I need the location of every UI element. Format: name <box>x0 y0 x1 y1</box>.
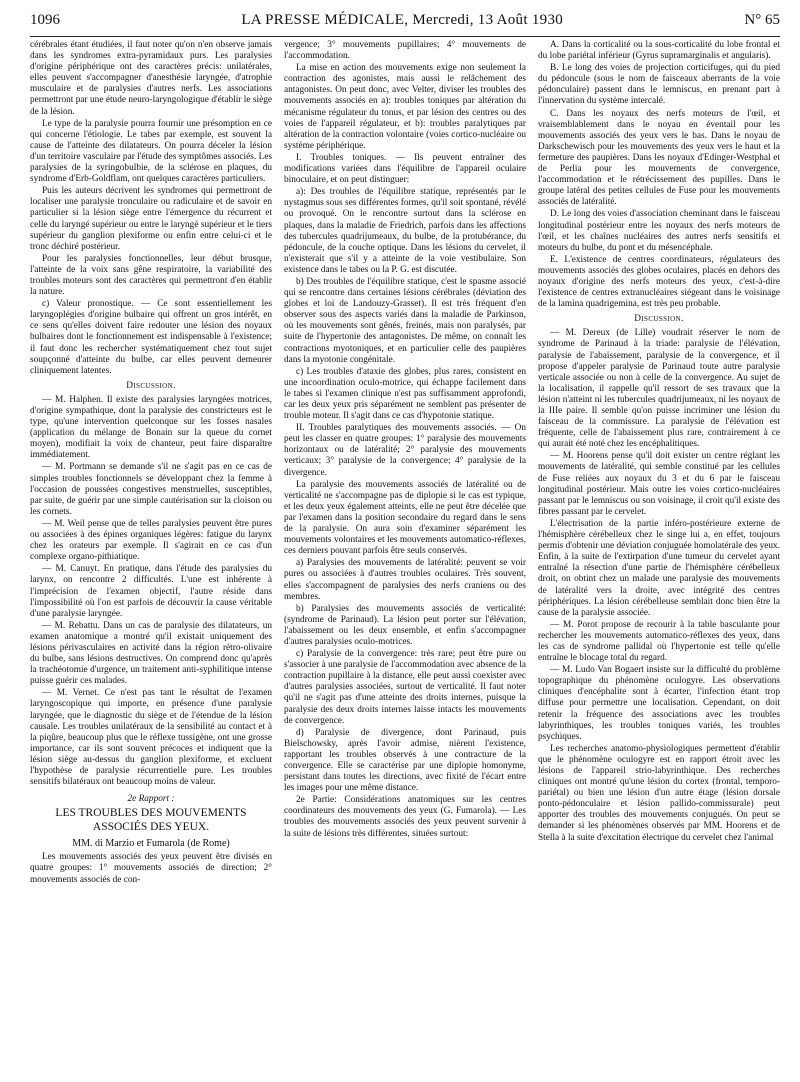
column-3 <box>538 40 780 1074</box>
report-label: 2e Rapport : <box>127 794 175 805</box>
discussion-heading: Discussion. <box>634 314 684 325</box>
paragraph: I. Troubles toniques. — Ils peuvent entraîner des modifications variées dans l'équilibre de l'appareil oculaire binoculaire, et on peut distinguer: <box>284 152 526 186</box>
paragraph: D. Le long des voies d'association cheminant dans le faisceau longitudinal postérieur entre les noyaux des nerfs moteurs de l'œil, et les chaînes nucléaires des autres nerfs sensitifs et moteurs du bulbe, du pont et du mésencéphale. <box>538 209 780 253</box>
paragraph: — M. Portmann se demande s'il ne s'agit pas en ce cas de simples troubles fonctionnels se développant chez la femme à l'occasion de poussées congestives menstruelles, susceptibles, par suite, de guérir par une simple cautérisation sur la cloison ou les cornets. <box>30 462 272 517</box>
paragraph: — M. Weil pense que de telles paralysies peuvent être pures ou associées à des épines organiques légères: fatigue du larynx chez les orateurs par exemple. Il s'agirait en ce cas d'un complexe organo-pithiatique. <box>30 518 272 563</box>
paragraph: a) Paralysies des mouvements de latéralité: peuvent se voir pures ou associées à d'autres troubles oculaires. Très souvent, elles s'accompagnent de paralysies des nerfs craniens ou des membres. <box>284 558 526 602</box>
paragraph: cérébrales étant étudiées, il faut noter qu'on n'en observe jamais dans les syndromes extra-pyramidaux purs. Les paralysies d'origine périphérique ont des caractères précis: unilatérales, elles peuvent s'accompagner d'anesthésie laryngée, d'atrophie musculaire et de paralysies d'autres nerfs. Les associations permettront par une étude neuro-laryngologique d'établir le siège de la lésion. <box>30 40 272 117</box>
paragraph: Pour les paralysies fonctionnelles, leur début brusque, l'atteinte de la voix sans gêne respiratoire, la variabilité des troubles moteurs sont des caractères qui permettront d'en établir la nature. <box>30 253 272 298</box>
paragraph: La paralysie des mouvements associés de latéralité ou de verticalité ne s'accompagne pas de diplopie si le cas est typique, et les deux yeux également atteints, elle ne peut être décelée que par l'examen dans la position secondaire du regard dans le sens de la paralysie. On aura soin d'examiner séparément les mouvements volontaires et les mouvements automatico-réflexes, ces derniers pouvant parfois être seuls conservés. <box>284 479 526 557</box>
section-title: LES TROUBLES DES MOUVEMENTS ASSOCIÉS DES YEUX. <box>55 807 247 833</box>
paragraph: B. Le long des voies de projection corticifuges, qui du pied du pédoncule (sous le nom de faisceaux aberrants de la voie pédonculaire) passent dans le lemniscus, en prenant part à l'innervation du système intercalé. <box>538 63 780 107</box>
paragraph: L'électrisation de la partie inféro-postérieure externe de l'hémisphère cérébelleux chez le singe lui a, en effet, toujours permis d'obtenir une déviation conjuguée homolatérale des yeux. Enfin, à la suite de l'extirpation d'une tumeur du cervelet ayant entraîné la résection d'une partie de l'hémisphère cérébelleux droit, on obtint chez un malade une paralysie des mouvements de latéralité vers la droite, avec intégrité des centres périphériques. La lésion cérébelleuse semblait donc bien être la cause de la paralysie associée. <box>538 518 780 618</box>
header-rule <box>30 36 780 37</box>
paragraph: — M. Rebattu. Dans un cas de paralysie des dilatateurs, un examen anatomique a montré qu'il existait uniquement des lésions périvasculaires en activité dans la région rétro-olivaire du bulbe, sans lésions destructives. On comprend donc qu'après la trachéotomie d'urgence, un traitement anti-syphilitique intense puisse guérir ces malades. <box>30 620 272 687</box>
paragraph: C. Dans les noyaux des nerfs moteurs de l'œil, et vraisemblablement dans le noyau en éventail pour les mouvements associés des yeux vers le bas. Dans le noyau de Darkschewisch pour les mouvements des yeux vers le haut et la fermeture des paupières. Dans les noyaux d'Edinger-Westphal et de Perlia pour les mouvements de convergence, l'accommodation et le rétrécissement des pupilles. Dans le groupe latéral des petites cellules de Fuse pour les mouvements associés de latéralité. <box>538 108 780 208</box>
paragraph: La mise en action des mouvements exige non seulement la contraction des agonistes, mais aussi le relâchement des antagonistes. On peut donc, avec Velter, diviser les troubles des mouvements associés en a): troubles toniques par altération du mécanisme régulateur du tonus, et par lésion des centres ou des voies de l'appareil régulateur, et b): troubles paralytiques par altération de la contraction volontaire (voies cortico-nucléaire ou système périphérique. <box>284 63 526 151</box>
paragraph: c) Paralysie de la convergence: très rare; peut être pure ou s'associer à une paralysie de l'accommodation avec absence de la contraction pupillaire à la distance, elle peut aussi coexister avec d'autres paralysies associées, surtout de verticalité. Il faut noter qu'il ne s'agit pas d'une atteinte des droits internes, puisque la paralysie des deux droits internes laisse intacts les mouvements de convergence. <box>284 649 526 726</box>
paragraph: — M. Hoorens pense qu'il doit exister un centre réglant les mouvements de latéralité, qui semble constitué par les cellules de Fuse reliées aux noyaux du 3 et du 6 par le faisceau longitudinal postérieur. Mais outre les voies cortico-nucléaires passant par le lemniscus ou son voisinage, il croit qu'il existe des fibres passant par le cervelet. <box>538 451 780 517</box>
paragraph: — M. Halphen. Il existe des paralysies laryngées motrices, d'origine sympathique, dont la paralysie des constricteurs est le type, qu'une intervention quelconque sur les fosses nasales (application du mélange de Bonain sur la queue du cornet moyen), modifiait la voix de chanteur, peut faire disparaître immédiatement. <box>30 394 272 461</box>
paragraph: Les recherches anatomo-physiologiques permettent d'établir que le phénomène oculogyre est en rapport étroit avec les lésions de l'appareil strio-labyrinthique. Des recherches cliniques ont montré qu'une lésion du cortex (frontal, temporo-pariétal) ou bien une lésion d'un autre étage (lésion dorsale ponto-pédonculaire et lésion pallido-commissurale) peut apporter des troubles des mouvements conjugués. On peut se demander si les phénomènes observés par MM. Hoorens et de Stella à la suite d'excitation électrique du cervelet chez l'animal <box>538 743 780 843</box>
page-number: 1096 <box>30 11 60 28</box>
column-2 <box>284 40 526 1074</box>
section-authors: MM. di Marzio et Fumarola (de Rome) <box>72 838 230 850</box>
paragraph: 2e Partie: Considérations anatomiques sur les centres coordinateurs des mouvements des yeux (G. Fumarola). — Les troubles des mouvements associés des yeux peuvent survenir à la suite de lésions très différentes, situées surtout: <box>284 795 526 839</box>
paragraph: — M. Canuyt. En pratique, dans l'étude des paralysies du larynx, on rencontre 2 difficultés. L'une est inhérente à l'imprécision de l'examen objectif, l'autre réside dans l'impossibilité où l'on est parfois de découvrir la cause véritable d'une paralysie laryngée. <box>30 564 272 619</box>
paragraph: — M. Vernet. Ce n'est pas tant le résultat de l'examen laryngoscopique qui importe, en présence d'une paralysie laryngée, que le diagnostic du siège et de l'étendue de la lésion causale. Les troubles unilatéraux de la sensibilité au contact et à la piqûre, beaucoup plus que le réflexe tussigène, ont une grosse importance, car ils sont souvent précoces et indiquent que la lésion siège au-dessus du ganglion plexiforme, et excluent l'hypothèse de paralysie récurrentielle pure. Les troubles sensitifs bilatéraux ont beaucoup moins de valeur. <box>30 688 272 788</box>
paragraph: b) Des troubles de l'équilibre statique, c'est le spasme associé qui se rencontre dans certaines lésions cérébrales (déviation des globes et loi de Landouzy-Grasset). Il est très fréquent d'en observer sous des aspects variés dans la maladie de Parkinson, où les mouvements sont gênés, freinés, mais non paralysés, par suite de l'hypertonie des antagonistes. De même, on connaît les contractions myotoniques, et en particulier celle des paupières dans la myotonie congénitale. <box>284 276 526 365</box>
paragraph: II. Troubles paralytiques des mouvements associés. — On peut les classer en quatre groupes: 1° paralysie des mouvements horizontaux ou de latéralité; 2° paralysie des mouvements verticaux; 3° paralysie de la convergence; 4° paralysie de la divergence. <box>284 423 526 478</box>
paragraph: c) Valeur pronostique. — Ce sont essentiellement les laryngoplégies d'origine bulbaire qui offrent un gros intérêt, en ce sens qu'elles doivent faire redouter une lésion des noyaux bulbaires dont le fonctionnement est indispensable à l'existence; il faut donc les rechercher systématiquement chez tout sujet soupçonné d'atteinte du bulbe, car elles peuvent demeurer cliniquement latentes. <box>30 299 272 376</box>
issue-number: N° 65 <box>744 11 780 28</box>
paragraph: Le type de la paralysie pourra fournir une présomption en ce qui concerne l'étiologie. Le tabes par exemple, est souvent la cause de l'atteinte des dilatateurs. On pourra déceler la lésion d'un territoire vasculaire par l'étude des symptômes associés. Les paralysies de la syringobulbie, de la sclérose en plaques, du syndrome d'Erb-Goldflam, ont quelques caractères particuliers. <box>30 118 272 185</box>
paragraph: — M. Porot propose de recourir à la table basculante pour rechercher les mouvements automatico-réflexes des yeux, dans les cas de syndrome pallidal où l'hypertonie est telle qu'elle entraîne le blocage total du regard. <box>538 619 780 664</box>
page-header <box>30 6 780 34</box>
paragraph: d) Paralysie de divergence, dont Parinaud, puis Bielschowsky, après l'avoir admise, nièrent l'existence, rapportant les troubles observés à une contracture de la convergence. Elle se caractérise par une diplopie homonyme, persistant dans toutes les directions, avec fixité de l'écart entre les images pour une même distance. <box>284 727 526 794</box>
paragraph: c) Les troubles d'ataxie des globes, plus rares, consistent en une incoordination oculo-motrice, qui échappe facilement dans le tabes si l'examen clinique n'est pas suffisamment approfondi, car les deux yeux pris séparément ne semblent pas présenter de trouble moteur. Il s'agit dans ce cas d'hypotonie statique. <box>284 366 526 422</box>
article-columns <box>30 40 780 1074</box>
paragraph: — M. Dereux (de Lille) voudrait réserver le nom de syndrome de Parinaud à la triade: paralysie de l'élévation, paralysie de l'abaissement, paralysie de la convergence, et il propose d'appeler paralysie de Parinaud toute autre paralysie verticale associée ou non à celle de la convergence. Au sujet de la localisation, il rappelle qu'il ressort de ses travaux que la lésion n'atteint ni les tubercules quadrijumeaux, ni les noyaux de la IIIe paire. Il semble qu'on puisse incriminer une lésion du faisceau de la commissure. La paralysie de l'élévation est fréquente, celle de l'abaissement plus rare, contrairement à ce qui aurait été noté chez les encéphalitiques. <box>538 328 780 450</box>
paragraph: A. Dans la corticalité ou la sous-corticalité du lobe frontal et du lobe pariétal inférieur (Gyrus supramarginalis et angularis). <box>538 40 780 62</box>
paragraph: Les mouvements associés des yeux peuvent être divisés en quatre groupes: 1° mouvements associés de direction; 2° mouvements associés de con- <box>30 852 272 885</box>
paragraph: E. L'existence de centres coordinateurs, régulateurs des mouvements associés des globes oculaires, placés en dehors des noyaux d'origine des nerfs moteurs des yeux, c'est-à-dire l'existence de centres extranucléaires siégeant dans le voisinage de la lamina quadrigemina, est très peu probable. <box>538 254 780 310</box>
paragraph: vergence; 3° mouvements pupillaires; 4° mouvements de l'accommodation. <box>284 40 526 62</box>
paragraph: — M. Ludo Van Bogaert insiste sur la difficulté du problème topographique du phénomène oculogyre. Les observations cliniques d'encéphalite sont à écarter, l'infection étant trop diffuse pour permettre une localisation. Cependant, on doit retenir la fréquence des associations avec les troubles labyrinthiques, les troubles toniques variés, les troubles psychiques. <box>538 665 780 742</box>
paragraph: a): Des troubles de l'équilibre statique, représentés par le nystagmus sous ses différentes formes, qu'il soit spontané, révélé ou provoqué. On le rencontre surtout dans la sclérose en plaques, dans la maladie de Friedrich, parfois dans les affections des tubercules quadrijumeaux, du bulbe, de la protubérance, du pédoncule, de la couche optique. Dans les lésions du cervelet, il n'existerait que s'il y a atteinte de la voie vestibulaire. Son existence dans le tabes ou la P. G. est discutée. <box>284 187 526 275</box>
discussion-heading: Discussion. <box>126 380 176 391</box>
paragraph: b) Paralysies des mouvements associés de verticalité: (syndrome de Parinaud). La lésion peut porter sur l'élévation, l'abaissement ou les deux ensemble, et enfin s'accompagner d'autres paralysies oculo-motrices. <box>284 603 526 647</box>
paragraph: Puis les auteurs décrivent les syndromes qui permettront de localiser une paralysie tronculaire ou radiculaire et de savoir en particulier si la lésion siège entre l'émergence du récurrent et celle du laryngé supérieur ou entre le laryngé supérieur et le tiers supérieur du ganglion plexiforme ou enfin entre celui-ci et le tronc déchiré postérieur. <box>30 186 272 252</box>
journal-title: LA PRESSE MÉDICALE, Mercredi, 13 Août 1930 <box>241 11 564 28</box>
column-1 <box>30 40 272 1074</box>
